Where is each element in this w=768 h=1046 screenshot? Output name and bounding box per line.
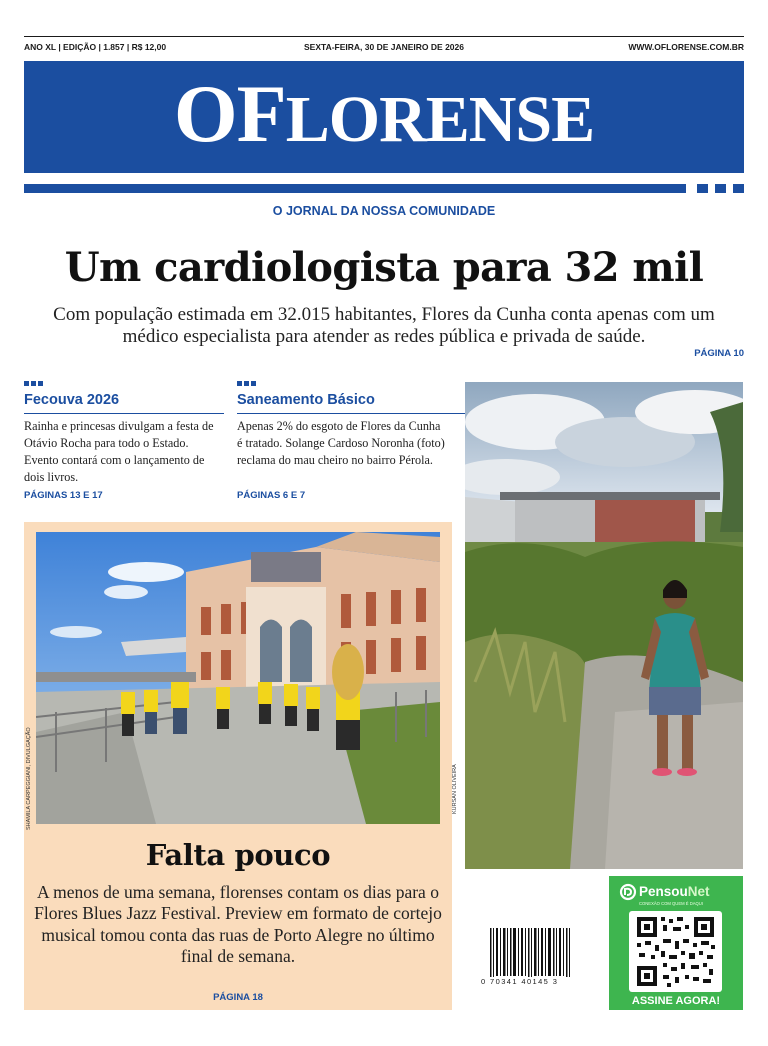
promo-cta-button[interactable]: ASSINE AGORA! bbox=[631, 995, 721, 1007]
brief-rule bbox=[24, 413, 224, 414]
kicker-square bbox=[237, 381, 242, 386]
logo-letter-o: O bbox=[173, 68, 237, 159]
top-info-bar bbox=[24, 36, 744, 54]
kicker-square bbox=[38, 381, 43, 386]
promo-brand bbox=[639, 884, 710, 899]
newspaper-logo bbox=[24, 68, 744, 159]
rule-square bbox=[715, 184, 726, 193]
feature-title[interactable]: Falta pouco bbox=[145, 838, 331, 872]
kicker-square bbox=[24, 381, 29, 386]
kicker-square bbox=[244, 381, 249, 386]
photo-credit-left: SHAMILA CARPEGGIANI, DIVULGAÇÃO bbox=[26, 727, 32, 830]
logo-letters-rest: LORENSE bbox=[285, 83, 595, 156]
lead-page-ref[interactable]: PÁGINA 10 bbox=[694, 348, 744, 359]
issue-info: ANO XL | EDIÇÃO | 1.857 | R$ 12,00 bbox=[24, 42, 167, 52]
rule-square bbox=[697, 184, 708, 193]
brief-rule bbox=[237, 413, 465, 414]
pensounet-logo-icon bbox=[619, 883, 637, 901]
brief-title-saneamento[interactable]: Saneamento Básico bbox=[237, 392, 375, 408]
barcode-number: 0 70341 40145 3 bbox=[481, 977, 575, 986]
lead-headline[interactable]: Um cardiologista para 32 mil bbox=[64, 244, 704, 291]
feature-page-ref[interactable]: PÁGINA 18 bbox=[213, 992, 263, 1003]
feature-box bbox=[24, 522, 452, 1010]
kicker-square bbox=[31, 381, 36, 386]
brief-page-ref-fecouva[interactable]: PÁGINAS 13 E 17 bbox=[24, 490, 103, 501]
brief-title-fecouva[interactable]: Fecouva 2026 bbox=[24, 392, 120, 408]
qr-code-icon[interactable] bbox=[629, 911, 722, 992]
photo-woman-vacant-lot[interactable] bbox=[465, 382, 743, 869]
qr-pattern bbox=[629, 911, 722, 992]
kicker-square bbox=[251, 381, 256, 386]
pensounet-promo[interactable] bbox=[609, 876, 743, 1010]
lead-deck: Com população estimada em 32.015 habitantes, Flores da Cunha conta apenas com um médico especialista para atender as redes pública e privada de saúde. bbox=[53, 304, 715, 348]
feature-text: A menos de uma semana, florenses contam os dias para o Flores Blues Jazz Festival. Preview em formato de cortejo musical tomou conta das ruas de Porto Alegre no último final de semana. bbox=[34, 882, 442, 967]
logo-letter-f: F bbox=[236, 68, 286, 159]
marching-band-illustration bbox=[36, 532, 440, 824]
masthead-rule bbox=[24, 184, 686, 193]
photo-credit-right: KURSAN OLIVEIRA bbox=[452, 764, 458, 814]
tagline: O JORNAL DA NOSSA COMUNIDADE bbox=[272, 204, 496, 218]
edition-date: SEXTA-FEIRA, 30 DE JANEIRO DE 2026 bbox=[304, 42, 464, 52]
website-link[interactable]: WWW.OFLORENSE.COM.BR bbox=[628, 42, 744, 52]
rule-square bbox=[733, 184, 744, 193]
masthead bbox=[24, 61, 744, 173]
promo-subtitle: CONEXÃO COM QUEM É DAQUI bbox=[639, 901, 703, 906]
vacant-lot-illustration bbox=[465, 382, 743, 869]
brief-text-saneamento: Apenas 2% do esgoto de Flores da Cunha é tratado. Solange Cardoso Noronha (foto) reclama do mau cheiro no bairro Pérola. bbox=[237, 419, 445, 468]
brief-page-ref-saneamento[interactable]: PÁGINAS 6 E 7 bbox=[237, 490, 306, 501]
promo-brand-a: Pensou bbox=[639, 884, 688, 899]
promo-brand-b: Net bbox=[687, 884, 710, 899]
brief-text-fecouva: Rainha e princesas divulgam a festa de Otávio Rocha para todo o Estado. Evento contará com o lançamento de dois livros. bbox=[24, 419, 214, 485]
photo-marching-band[interactable] bbox=[36, 532, 440, 824]
